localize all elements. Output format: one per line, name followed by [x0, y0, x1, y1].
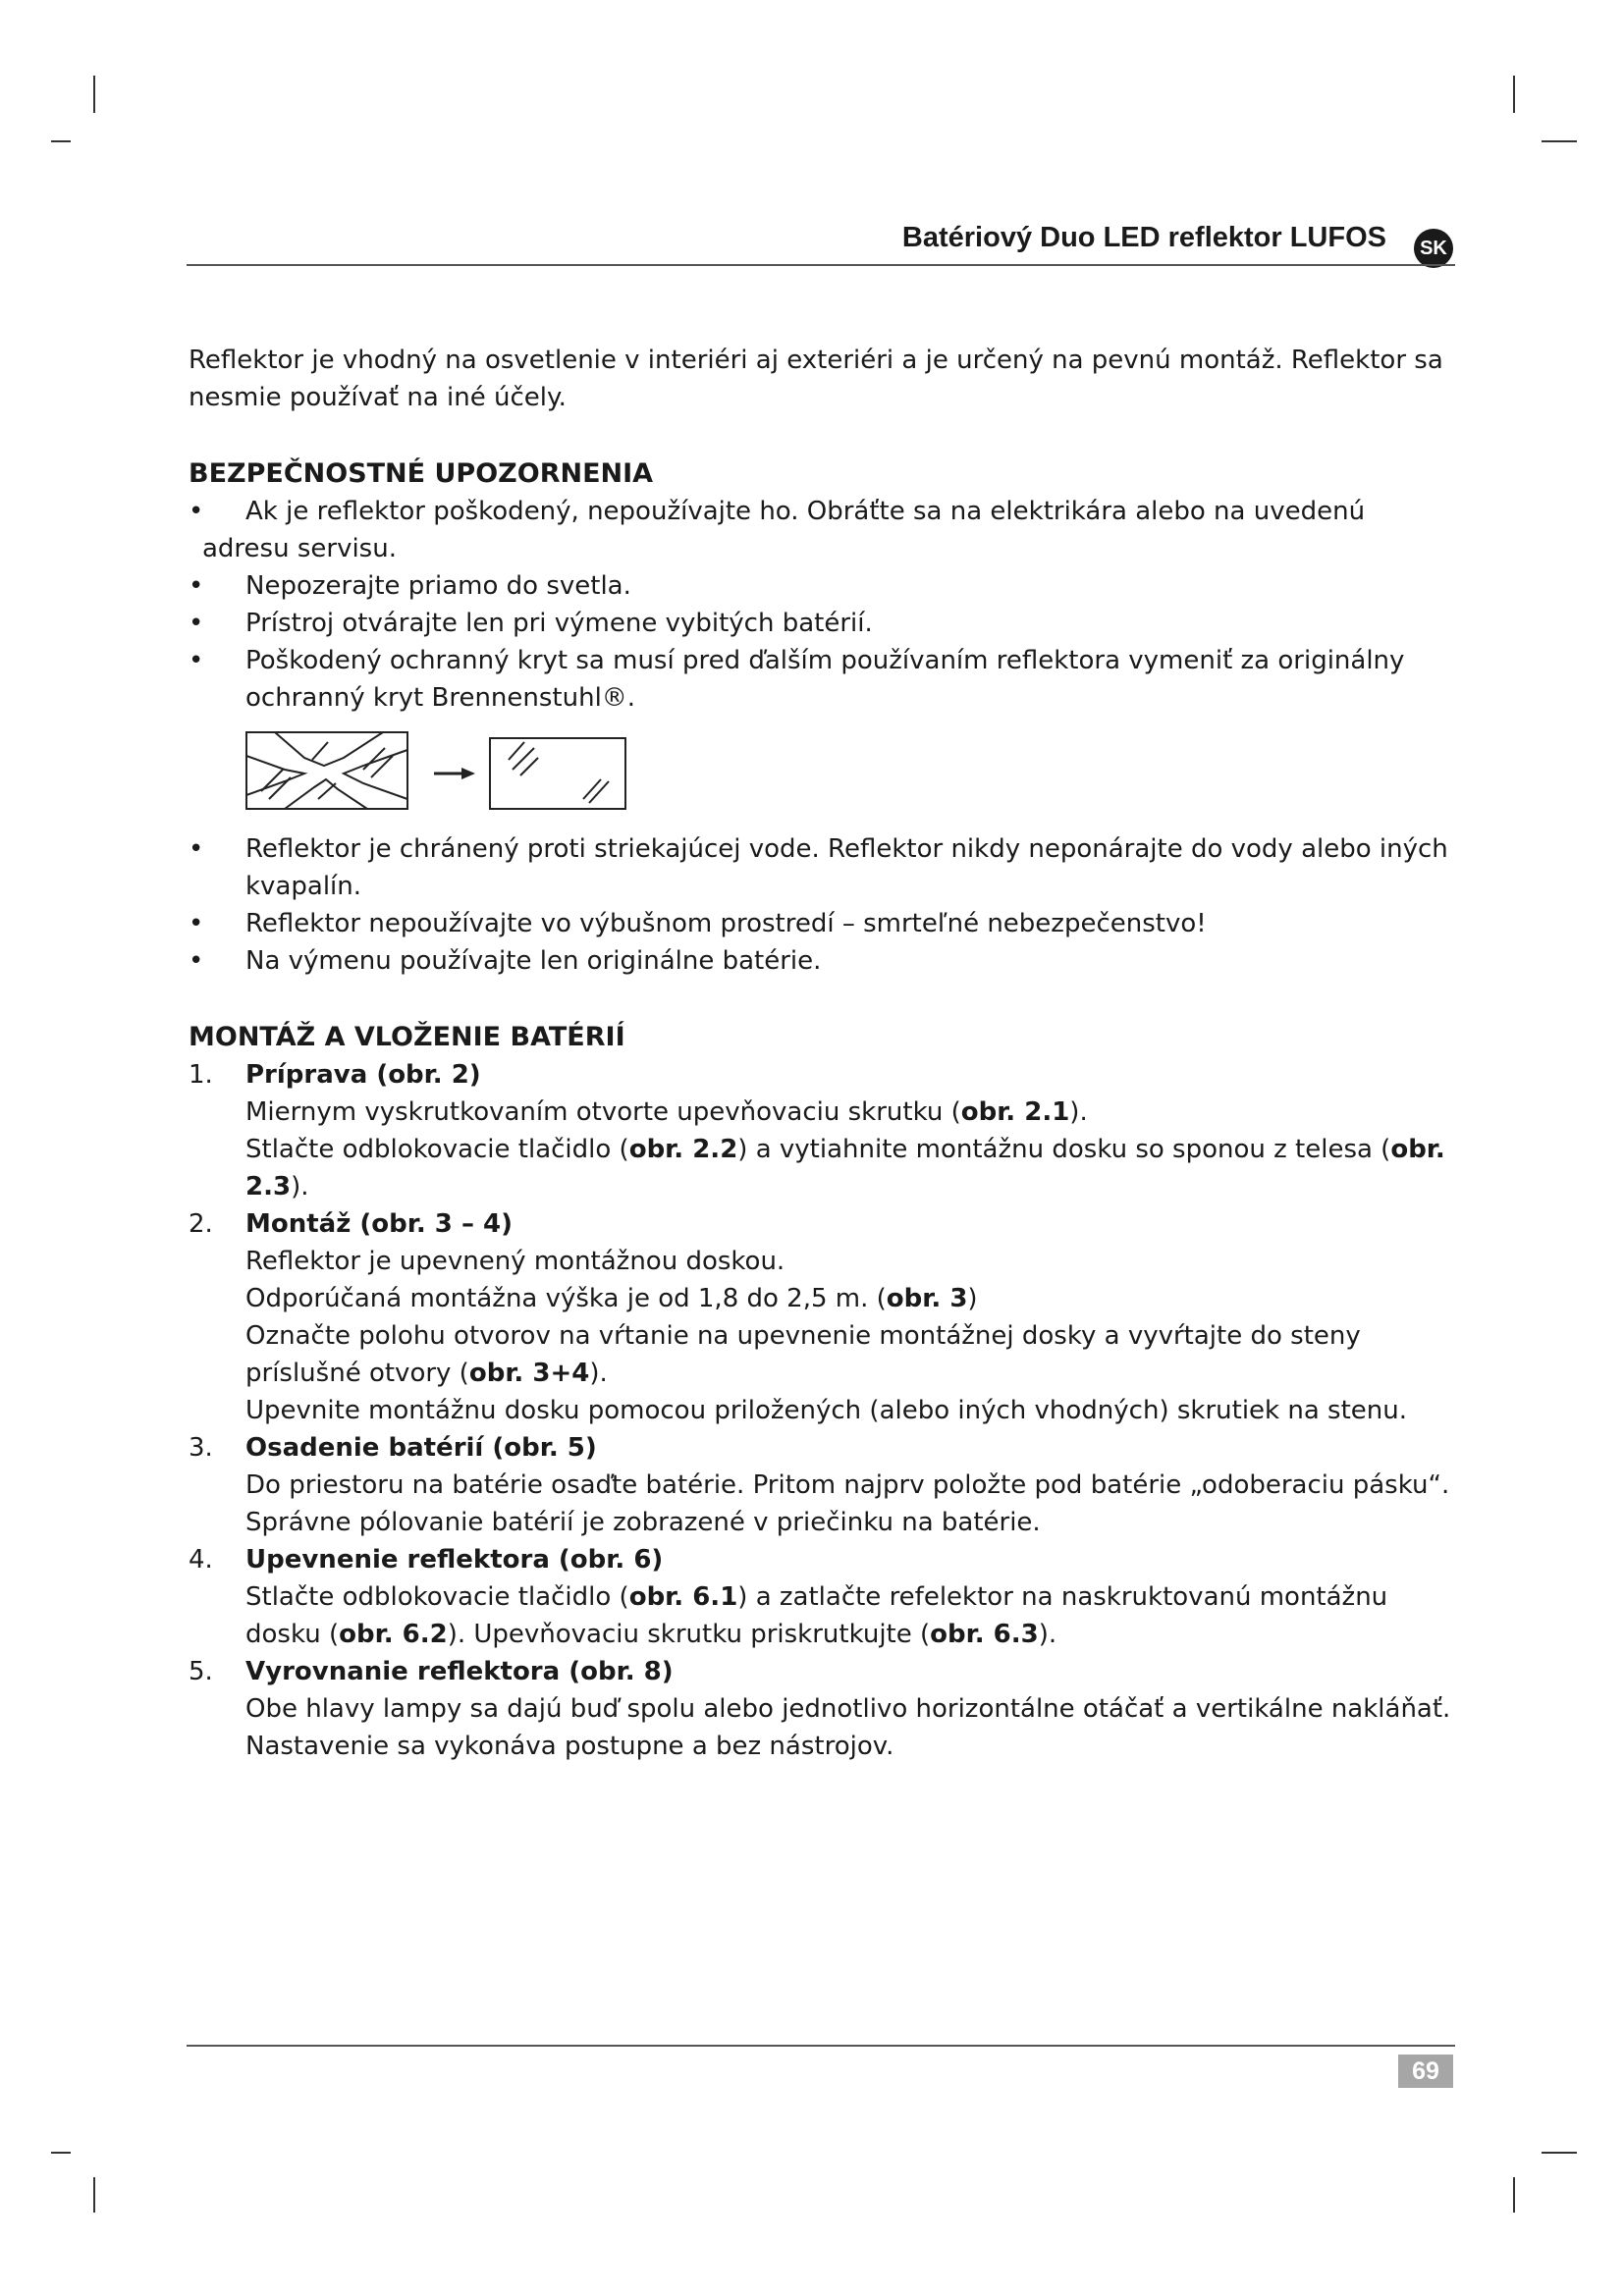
- step-title: Vyrovnanie reflektora (obr. 8): [245, 1657, 674, 1686]
- step-number: 5.: [189, 1657, 213, 1686]
- figure-reference: obr. 3+4: [468, 1359, 590, 1388]
- step-title: Osadenie batérií (obr. 5): [245, 1433, 597, 1463]
- list-item: [189, 642, 1465, 717]
- step-title: Príprava (obr. 2): [245, 1060, 481, 1090]
- list-item: [189, 493, 1465, 567]
- assembly-heading: MONTÁŽ A VLOŽENIE BATÉRIÍ: [189, 1022, 625, 1052]
- safety-list-continued: [189, 830, 1465, 980]
- list-item-text: Nepozerajte priamo do svetla.: [245, 571, 631, 601]
- step-text: Do priestoru na batérie osaďte batérie. Pritom najprv položte pod batérie „odoberaciu pásku“. Správne pólovanie batérií je zobrazené v priečinku na batérie.: [245, 1470, 1450, 1537]
- header-rule: [187, 264, 1455, 266]
- bullet-icon: •: [189, 571, 204, 601]
- step-number: 3.: [189, 1433, 213, 1463]
- step-item: [189, 1429, 1465, 1541]
- crop-mark: [1542, 2152, 1577, 2154]
- step-title: Montáž (obr. 3 – 4): [245, 1209, 513, 1239]
- list-item: [189, 567, 1465, 605]
- step-text: Reflektor je upevnený montážnou doskou.: [245, 1247, 785, 1276]
- figure-reference: obr. 6.1: [628, 1582, 738, 1612]
- crop-mark: [1542, 140, 1577, 142]
- intro-paragraph: Reflektor je vhodný na osvetlenie v interiéri aj exteriéri a je určený na pevnú montáž. Reflektor sa nesmie používať na iné účely.: [189, 346, 1443, 412]
- cover-replacement-figure: [245, 730, 1465, 813]
- footer-rule: [187, 2045, 1455, 2047]
- step-item: [189, 1653, 1465, 1765]
- language-badge: SK: [1414, 229, 1453, 268]
- step-text: Stlačte odblokovacie tlačidlo (obr. 2.2) a vytiahnite montážnu dosku so sponou z telesa (obr. 2.3).: [245, 1135, 1445, 1201]
- safety-heading: BEZPEČNOSTNÉ UPOZORNENIA: [189, 458, 654, 489]
- crop-mark: [51, 140, 71, 142]
- list-item: [189, 905, 1465, 942]
- step-text: Obe hlavy lampy sa dajú buď spolu alebo jednotlivo horizontálne otáčať a vertikálne nakláňať. Nastavenie sa vykonáva postupne a bez nástrojov.: [245, 1694, 1451, 1761]
- list-item-text: Prístroj otvárajte len pri výmene vybitých batérií.: [245, 609, 873, 638]
- step-text: Odporúčaná montážna výška je od 1,8 do 2,5 m. (obr. 3): [245, 1284, 978, 1313]
- page-number: 69: [1398, 2055, 1453, 2088]
- document-title: Batériový Duo LED reflektor LUFOS: [901, 222, 1386, 253]
- step-number: 2.: [189, 1209, 213, 1239]
- list-item: [189, 605, 1465, 642]
- list-item-text: Reflektor nepoužívajte vo výbušnom prostredí – smrteľné nebezpečenstvo!: [245, 909, 1207, 938]
- step-item: [189, 1541, 1465, 1653]
- arrow-right-icon: [434, 768, 475, 779]
- bullet-icon: •: [189, 497, 204, 526]
- list-item-text: Reflektor je chránený proti striekajúcej vode. Reflektor nikdy neponárajte do vody alebo iných kvapalín.: [245, 834, 1448, 901]
- crop-mark: [93, 76, 95, 113]
- bullet-icon: •: [189, 646, 204, 675]
- step-text: Stlačte odblokovacie tlačidlo (obr. 6.1) a zatlačte refelektor na naskruktovanú montážnu dosku (obr. 6.2). Upevňovaciu skrutku priskrutkujte (obr. 6.3).: [245, 1582, 1388, 1649]
- list-item: [189, 830, 1465, 905]
- figure-reference: obr. 2.2: [628, 1135, 738, 1164]
- list-item-text: Poškodený ochranný kryt sa musí pred ďalším používaním reflektora vymeniť za originálny ochranný kryt Brennenstuhl®.: [245, 646, 1405, 713]
- step-number: 1.: [189, 1060, 213, 1090]
- bullet-icon: •: [189, 609, 204, 638]
- step-item: [189, 1056, 1465, 1205]
- step-text: Označte polohu otvorov na vŕtanie na upevnenie montážnej dosky a vyvŕtajte do steny príslušné otvory (obr. 3+4).: [245, 1321, 1361, 1388]
- list-item-text: adresu servisu.: [202, 534, 397, 563]
- bullet-icon: •: [189, 946, 204, 976]
- step-item: [189, 1205, 1465, 1429]
- new-cover-icon: [490, 738, 625, 809]
- crop-mark: [1513, 76, 1515, 113]
- figure-reference: obr. 2.1: [960, 1097, 1070, 1127]
- step-number: 4.: [189, 1545, 213, 1575]
- list-item: [189, 942, 1465, 980]
- assembly-steps: [189, 1056, 1465, 1765]
- crop-mark: [1513, 2177, 1515, 2213]
- figure-reference: obr. 6.3: [930, 1620, 1039, 1649]
- cover-replacement-illustration: [245, 730, 658, 813]
- figure-reference: obr. 6.2: [339, 1620, 448, 1649]
- crop-mark: [93, 2177, 95, 2213]
- list-item-text: Ak je reflektor poškodený, nepoužívajte ho. Obráťte sa na elektrikára alebo na uvedenú: [245, 497, 1366, 526]
- step-text: Miernym vyskrutkovaním otvorte upevňovaciu skrutku (obr. 2.1).: [245, 1097, 1088, 1127]
- safety-list: [189, 493, 1465, 717]
- page-content: [189, 342, 1465, 1765]
- bullet-icon: •: [189, 834, 204, 864]
- figure-reference: obr. 3: [886, 1284, 968, 1313]
- step-text: Upevnite montážnu dosku pomocou priložených (alebo iných vhodných) skrutiek na stenu.: [245, 1396, 1407, 1425]
- bullet-icon: •: [189, 909, 204, 938]
- figure-reference: obr. 2.3: [245, 1135, 1445, 1201]
- list-item-text: Na výmenu používajte len originálne batérie.: [245, 946, 822, 976]
- crop-mark: [51, 2152, 71, 2154]
- step-title: Upevnenie reflektora (obr. 6): [245, 1545, 664, 1575]
